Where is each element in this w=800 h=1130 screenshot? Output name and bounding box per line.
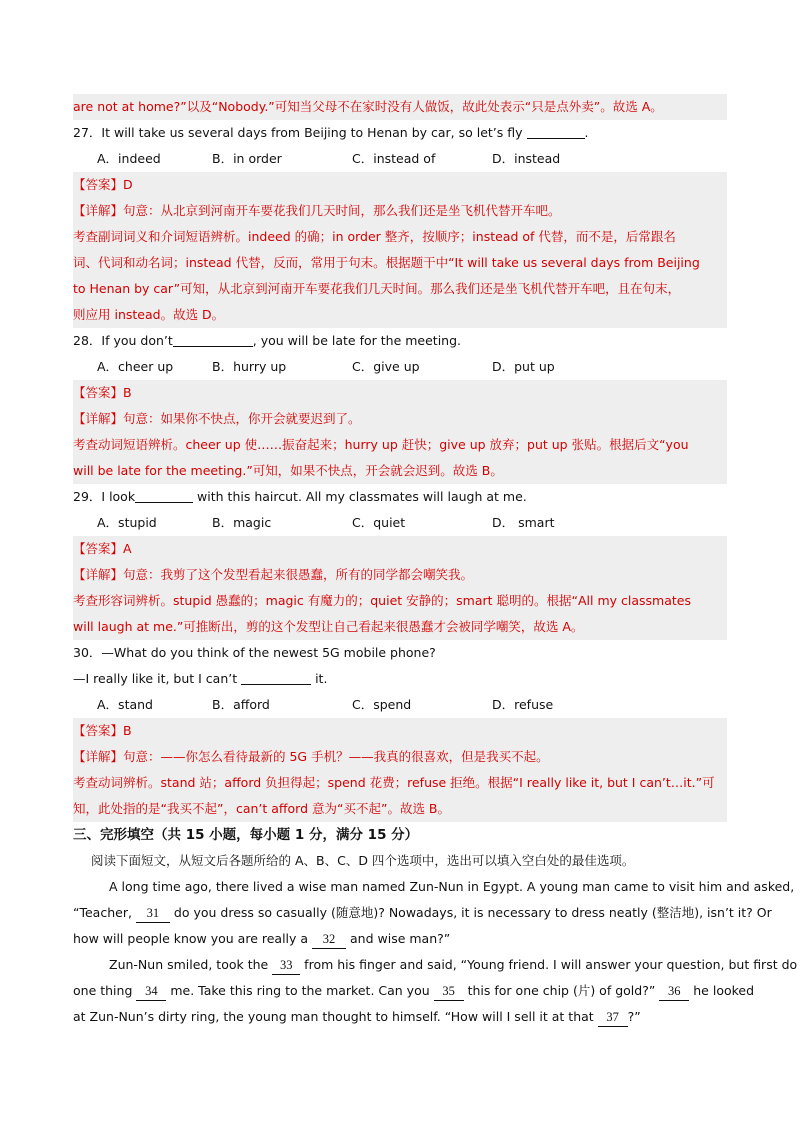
- cloze-blank-35: 35: [434, 982, 464, 1001]
- cloze-blank-36: 36: [659, 982, 689, 1001]
- option-d: D． smart: [492, 515, 555, 530]
- detail-line: 考查动词短语辨析。cheer up 使……振奋起来；hurry up 赶快；give up 放弃；put up 张贴。根据后文“you: [73, 437, 689, 452]
- option-d: D．refuse: [492, 697, 554, 712]
- option-d: D．put up: [492, 359, 555, 374]
- option-b: B．in order: [212, 151, 282, 166]
- option-c: C．instead of: [352, 151, 436, 166]
- answer-fragment: are not at home?”以及“Nobody.”可知当父母不在家时没有人做饭，故此处表示“只是点外卖”。故选 A。: [73, 94, 727, 120]
- passage-line: at Zun-Nun’s dirty ring, the young man thought to himself. “How will I sell it at that 37 ?”: [73, 1004, 727, 1030]
- option-c: C．quiet: [352, 515, 406, 530]
- detail-line: 考查副词词义和介词短语辨析。indeed 的确；in order 整齐，按顺序；instead of 代替，而不是，后常跟名: [73, 229, 676, 244]
- detail-line: to Henan by car”可知，从北京到河南开车要花我们几天时间。那么我们还是坐飞机代替开车吧，且在句末，: [73, 281, 681, 296]
- passage-line: “Teacher, 31 do you dress so casually (随意地)? Nowadays, it is necessary to dress neatly (整洁地), isn’t it? Or: [73, 900, 727, 926]
- answer-label: 【答案】A: [73, 541, 132, 556]
- answer-blank: [173, 332, 253, 347]
- detail-line: 考查动词辨析。stand 站；afford 负担得起；spend 花费；refuse 拒绝。根据“I really like it, but I can’t…it.”可: [73, 775, 715, 790]
- passage-line: one thing 34 me. Take this ring to the market. Can you 35 this for one chip (片) of gold?” 36 he looked: [73, 978, 727, 1004]
- detail-line: 词、代词和动名词；instead 代替，反而，常用于句末。根据题干中“It will take us several days from Beijing: [73, 255, 700, 270]
- question-30: [73, 640, 727, 666]
- question-28: 28．If you don’t , you will be late for the meeting.: [73, 333, 462, 348]
- explanation-30: [73, 718, 727, 822]
- detail-line: will laugh at me.”可推断出，剪的这个发型让自己看起来很愚蠢才会被同学嘲笑，故选 A。: [73, 619, 584, 634]
- option-b: B．afford: [212, 697, 270, 712]
- cloze-blank-37: 37: [598, 1008, 628, 1027]
- detail-line: 【详解】句意：我剪了这个发型看起来很愚蠢，所有的同学都会嘲笑我。: [73, 567, 474, 582]
- options-30: [73, 692, 727, 718]
- question-27: 27．It will take us several days from Beijing to Henan by car, so let’s fly .: [73, 125, 589, 140]
- explanation-29: [73, 536, 727, 640]
- answer-blank: [527, 124, 585, 139]
- option-c: C．spend: [352, 697, 412, 712]
- answer-label: 【答案】D: [73, 177, 133, 192]
- answer-blank: [135, 488, 193, 503]
- option-a: A．stupid: [97, 515, 157, 530]
- options-27: [73, 146, 727, 172]
- option-a: A．indeed: [97, 151, 161, 166]
- passage-line: A long time ago, there lived a wise man named Zun-Nun in Egypt. A young man came to visit him and asked,: [109, 879, 795, 894]
- question-stem: 27．It will take us several days from Beijing to Henan by car, so let’s fly: [73, 125, 527, 140]
- option-b: B．magic: [212, 515, 272, 530]
- option-a: A．stand: [97, 697, 153, 712]
- detail-line: 知，此处指的是“我买不起”，can’t afford 意为“买不起”。故选 B。: [73, 801, 451, 816]
- cloze-blank-34: 34: [136, 982, 166, 1001]
- detail-line: 【详解】句意：——你怎么看待最新的 5G 手机？——我真的很喜欢，但是我买不起。: [73, 749, 549, 764]
- question-stem: 29．I look: [73, 489, 136, 504]
- passage-line: Zun-Nun smiled, took the 33 from his finger and said, “Young friend. I will answer your question, but first do: [73, 952, 727, 978]
- section-heading: 三、完形填空（共 15 小题，每小题 1 分，满分 15 分）: [73, 827, 419, 843]
- options-28: [73, 354, 727, 380]
- question-29: 29．I look with this haircut. All my classmates will laugh at me.: [73, 489, 527, 504]
- explanation-28: [73, 380, 727, 484]
- cloze-blank-33: 33: [272, 956, 300, 975]
- option-d: D．instead: [492, 151, 561, 166]
- section-instruction: 阅读下面短文，从短文后各题所给的 A、B、C、D 四个选项中，选出可以填入空白处的最佳选项。: [91, 853, 635, 868]
- answer-blank: [241, 670, 311, 685]
- options-29: [73, 510, 727, 536]
- question-stem: 28．If you don’t: [73, 333, 173, 348]
- detail-line: 【详解】句意：如果你不快点，你开会就要迟到了。: [73, 411, 361, 426]
- question-stem: 30．—What do you think of the newest 5G mobile phone?: [73, 645, 436, 660]
- option-c: C．give up: [352, 359, 420, 374]
- detail-line: 则应用 instead。故选 D。: [73, 307, 225, 322]
- detail-line: 【详解】句意：从北京到河南开车要花我们几天时间，那么我们还是坐飞机代替开车吧。: [73, 203, 561, 218]
- detail-line: will be late for the meeting.”可知，如果不快点，开会就会迟到。故选 B。: [73, 463, 503, 478]
- cloze-blank-31: 31: [136, 904, 170, 923]
- answer-label: 【答案】B: [73, 385, 132, 400]
- answer-label: 【答案】B: [73, 723, 132, 738]
- passage-line: how will people know you are really a 32 and wise man?”: [73, 926, 727, 952]
- question-30-reply: —I really like it, but I can’t it.: [73, 671, 328, 686]
- option-b: B．hurry up: [212, 359, 287, 374]
- detail-line: 考查形容词辨析。stupid 愚蠢的；magic 有魔力的；quiet 安静的；smart 聪明的。根据“All my classmates: [73, 593, 691, 608]
- explanation-27: [73, 172, 727, 328]
- cloze-blank-32: 32: [312, 930, 346, 949]
- document-page: [73, 94, 798, 1030]
- option-a: A．cheer up: [97, 359, 174, 374]
